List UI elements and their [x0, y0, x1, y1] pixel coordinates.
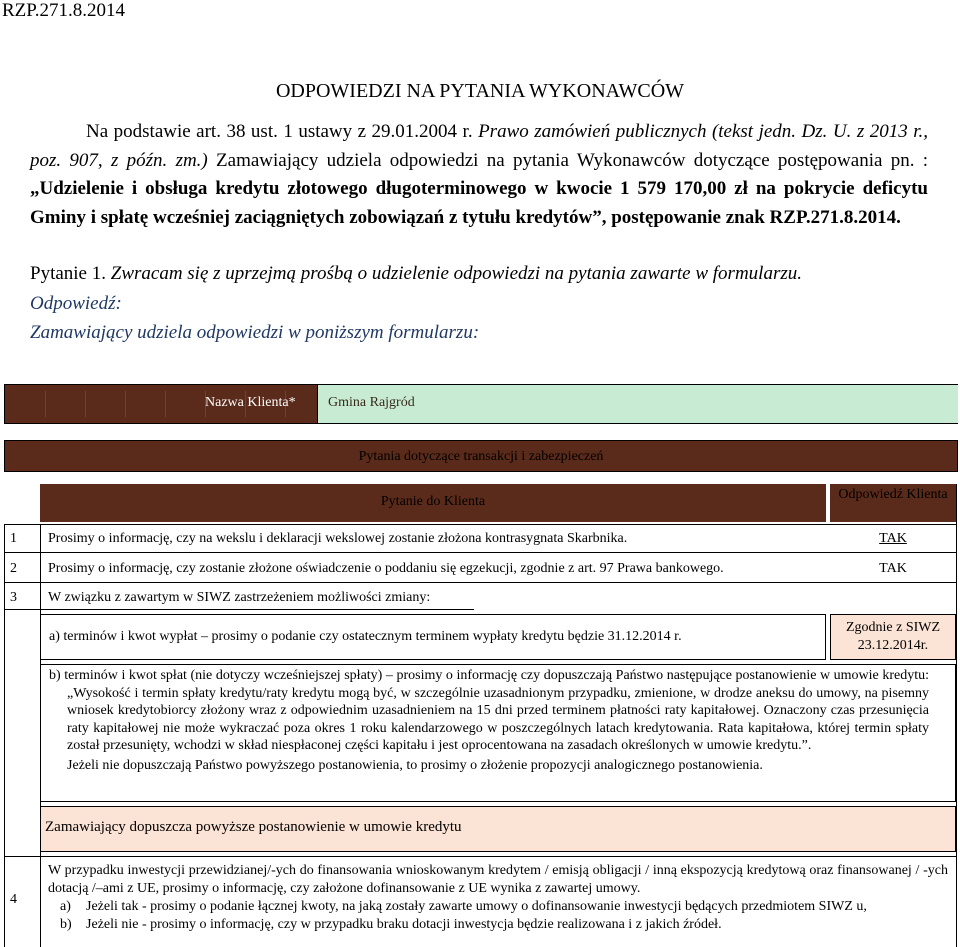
page-title: ODPOWIEDZI NA PYTANIA WYKONAWCÓW [275, 80, 685, 102]
table-divider [4, 524, 5, 947]
row-number: 1 [10, 531, 17, 546]
row-4-item-a-label: a) [60, 899, 71, 914]
table-divider [4, 552, 956, 553]
intro-text-2: Zamawiający udziela odpowiedzi na pytania Wykonawców dotyczące postępowania pn. : [207, 149, 929, 171]
question-1-label: Pytanie 1. [30, 263, 106, 284]
section-title: Pytania dotyczące transakcji i zabezpieczeń [358, 449, 604, 464]
row-4-question [40, 858, 956, 947]
row-answer[interactable]: TAK [879, 561, 907, 576]
row-question: Prosimy o informację, czy zostanie złożone oświadczenie o poddaniu się egzekucji, zgodnie z art. 97 Prawa bankowego. [48, 561, 724, 576]
row-number: 2 [10, 561, 17, 576]
column-header-question [40, 484, 826, 522]
row-3b-question [40, 664, 956, 802]
row-3b-text: b) terminów i kwot spłat (nie dotyczy wcześniejszej spłaty) – prosimy o informację czy dopuszczają Państwo następujące postanowienie w umowie kredytu: „Wysokość i termin spłaty kredytu/raty kredytu mogą być, w szczególnie uzasadnionym przypadku, zmienione, w drodze aneksu do umowy, na pisemny wniosek kredytobiorcy złożony wraz z odpowiednim uzasadnieniem na 15 dni przed terminem płatności raty kapitałowej. Oznaczony czas przesunięcia raty kapitałowej nie może wykraczać poza okres 1 roku kalendarzowego w poszczególnych latach kredytowania. Rata kapitałowa, której termin spłaty został przesunięty, wchodzi w skład niespłaconej części kapitału i jest oprocentowana na zasadach określonych w umowie kredytu.”. [49, 668, 929, 753]
client-value-field[interactable] [317, 385, 958, 423]
row-4-item-b [48, 916, 948, 934]
row-3a-answer: Zgodnie z SIWZ 23.12.2014r. [845, 620, 941, 653]
row-4-item-b-text: Jeżeli nie - prosimy o informację, czy w przypadku braku dotacji inwestycja będzie realizowana i z jakich źródeł. [86, 917, 722, 932]
column-header-answer [830, 484, 956, 522]
answer-text: Zamawiający udziela odpowiedzi w poniższym formularzu: [30, 322, 480, 343]
table-divider [4, 582, 956, 583]
intro-law: Prawo zamówień publicznych (tekst jedn. Dz. U. z 2013 r., poz. 907, z późn. zm.) [30, 121, 928, 171]
client-row [4, 384, 958, 424]
document-reference: RZP.271.8.2014 [2, 0, 125, 21]
row-4-item-a-text: Jeżeli tak - prosimy o podanie łącznej kwoty, na jaką zostały zawarte umowy o dofinansowanie inwestycji będących przedmiotem SIWZ u, [86, 899, 867, 914]
row-number: 4 [10, 892, 17, 907]
row-3b-note: Jeżeli nie dopuszczają Państwo powyższego postanowienia, to prosimy o złożenie propozycji analogicznego postanowienia. [67, 757, 763, 773]
row-answer[interactable]: TAK [879, 531, 907, 546]
row-3b-answer: Zamawiający dopuszcza powyższe postanowienie w umowie kredytu [45, 819, 462, 835]
table-divider [4, 856, 956, 857]
table-divider [956, 484, 957, 947]
column-header-answer-label: Odpowiedź Klienta [838, 487, 948, 502]
intro-text-1: Na podstawie art. 38 ust. 1 ustawy z 29.01.2004 r. [86, 121, 479, 142]
client-value: Gmina Rajgród [328, 395, 415, 410]
row-3a-question [40, 614, 826, 660]
row-number: 3 [10, 590, 17, 605]
question-1 [30, 263, 802, 285]
answer-label: Odpowiedź: [30, 293, 122, 314]
question-1-text: Zwracam się z uprzejmą prośbą o udzielenie odpowiedzi na pytania zawarte w formularzu. [106, 263, 802, 284]
section-header [4, 440, 958, 472]
row-4-text: W przypadku inwestycji przewidzianej/-ych do finansowania wnioskowanym kredytem / emisją obligacji / inną ekspozycją kredytową oraz finansowanej / -ych dotacją /–ami z UE, prosimy o informację, czy założone dofinansowanie z UE wynika z zawartej umowy. [48, 863, 948, 896]
row-4-item-b-label: b) [60, 917, 72, 932]
intro-paragraph [30, 118, 928, 232]
client-label: Nazwa Klienta* [205, 395, 296, 410]
row-3a-text: a) terminów i kwot wypłat – prosimy o podanie czy ostatecznym terminem wypłaty kredytu będzie 31.12.2014 r. [49, 629, 682, 644]
row-3b-answer-cell[interactable] [40, 806, 956, 852]
row-3a-answer-cell[interactable] [830, 614, 956, 660]
table-divider [4, 524, 956, 525]
table-divider [4, 609, 474, 610]
row-4-item-a [48, 898, 948, 916]
row-question: Prosimy o informację, czy na wekslu i deklaracji wekslowej zostanie złożona kontrasygnata Skarbnika. [48, 531, 628, 546]
intro-subject: „Udzielenie i obsługa kredytu złotowego długoterminowego w kwocie 1 579 170,00 zł na pokrycie deficytu Gminy i spłatę wcześniej zaciągniętych zobowiązań z tytułu kredytów”, postępowanie znak RZP.271.8.2014. [30, 178, 928, 228]
row-question: W związku z zawartym w SIWZ zastrzeżeniem możliwości zmiany: [48, 590, 431, 605]
column-header-question-label: Pytanie do Klienta [380, 494, 486, 509]
